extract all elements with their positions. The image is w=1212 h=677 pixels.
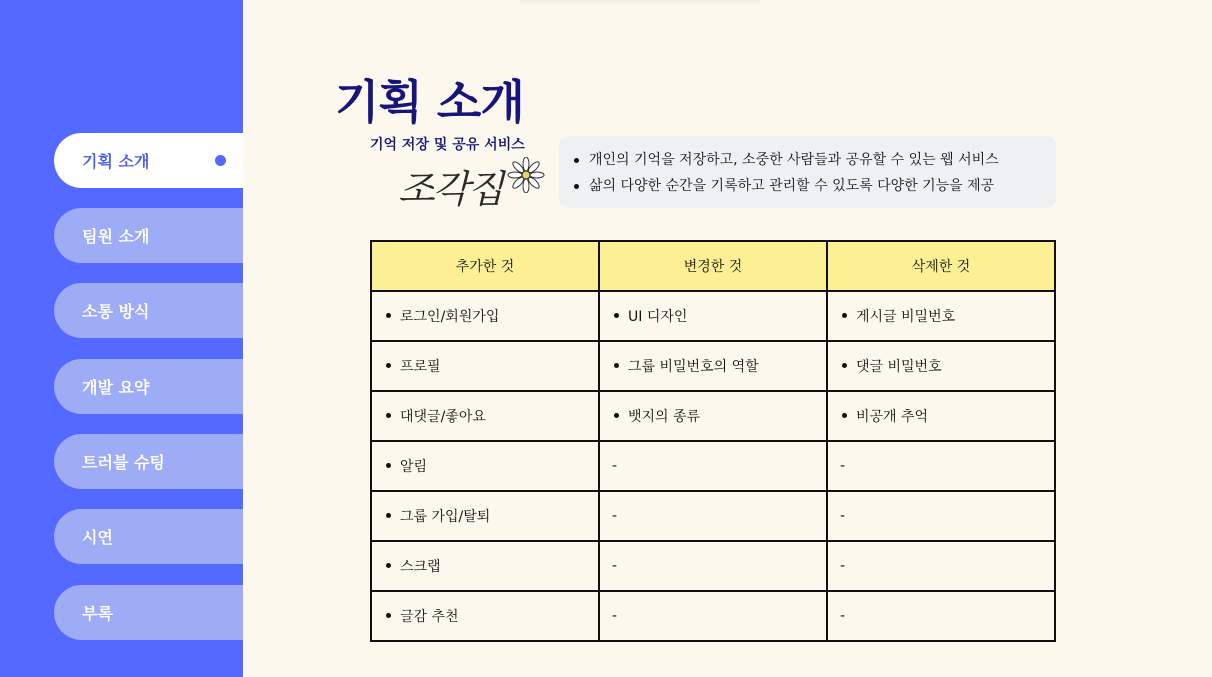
removed-cell bbox=[827, 391, 1055, 441]
changes-table bbox=[370, 240, 1056, 642]
added-item: 글감 추천 bbox=[384, 606, 459, 626]
changed-cell bbox=[599, 441, 827, 491]
service-description-box bbox=[559, 136, 1056, 208]
removed-cell bbox=[827, 491, 1055, 541]
active-indicator-dot bbox=[215, 155, 226, 166]
sidebar-item-label: 부록 bbox=[82, 604, 113, 623]
empty-marker: - bbox=[612, 608, 618, 624]
sidebar-item-communication[interactable] bbox=[54, 283, 243, 338]
removed-item: 게시글 비밀번호 bbox=[840, 306, 955, 326]
changed-cell bbox=[599, 291, 827, 341]
sidebar-item-appendix[interactable] bbox=[54, 585, 243, 640]
empty-marker: - bbox=[612, 458, 618, 474]
table-row bbox=[371, 541, 1055, 591]
changed-cell bbox=[599, 491, 827, 541]
added-cell bbox=[371, 491, 599, 541]
table-header-row bbox=[371, 241, 1055, 291]
table-row bbox=[371, 391, 1055, 441]
changed-cell bbox=[599, 541, 827, 591]
empty-marker: - bbox=[840, 458, 846, 474]
added-cell bbox=[371, 341, 599, 391]
added-cell bbox=[371, 591, 599, 641]
header-removed: 삭제한 것 bbox=[827, 241, 1055, 291]
added-item: 그룹 가입/탈퇴 bbox=[384, 506, 490, 526]
removed-cell bbox=[827, 341, 1055, 391]
table-row bbox=[371, 491, 1055, 541]
sidebar-item-label: 기획 소개 bbox=[82, 152, 150, 171]
description-bullet: 삶의 다양한 순간을 기록하고 관리할 수 있도록 다양한 기능을 제공 bbox=[573, 173, 1044, 199]
header-changed: 변경한 것 bbox=[599, 241, 827, 291]
sidebar-item-label: 개발 요약 bbox=[82, 378, 150, 397]
added-cell bbox=[371, 441, 599, 491]
sidebar bbox=[0, 0, 243, 677]
removed-item: 댓글 비밀번호 bbox=[840, 356, 942, 376]
table-row bbox=[371, 341, 1055, 391]
empty-marker: - bbox=[612, 558, 618, 574]
table-row bbox=[371, 591, 1055, 641]
added-item: 로그인/회원가입 bbox=[384, 306, 499, 326]
changed-item: 뱃지의 종류 bbox=[612, 406, 700, 426]
description-bullet: 개인의 기억을 저장하고, 소중한 사람들과 공유할 수 있는 웹 서비스 bbox=[573, 147, 1044, 173]
empty-marker: - bbox=[840, 608, 846, 624]
removed-cell bbox=[827, 441, 1055, 491]
sidebar-item-troubleshooting[interactable] bbox=[54, 434, 243, 489]
removed-cell bbox=[827, 541, 1055, 591]
removed-cell bbox=[827, 591, 1055, 641]
sidebar-item-label: 트러블 슈팅 bbox=[82, 453, 165, 472]
sidebar-item-label: 팀원 소개 bbox=[82, 227, 150, 246]
header-added: 추가한 것 bbox=[371, 241, 599, 291]
added-item: 프로필 bbox=[384, 356, 441, 376]
added-item: 스크랩 bbox=[384, 556, 441, 576]
page-title: 기획 소개 bbox=[335, 75, 524, 129]
sidebar-item-label: 시연 bbox=[82, 528, 113, 547]
removed-cell bbox=[827, 291, 1055, 341]
empty-marker: - bbox=[840, 508, 846, 524]
sidebar-item-demo[interactable] bbox=[54, 509, 243, 564]
added-item: 대댓글/좋아요 bbox=[384, 406, 486, 426]
added-cell bbox=[371, 291, 599, 341]
changed-cell bbox=[599, 341, 827, 391]
empty-marker: - bbox=[612, 508, 618, 524]
logo-wordmark: 조각집 bbox=[398, 167, 503, 211]
edelweiss-flower-icon bbox=[507, 157, 545, 193]
sidebar-item-label: 소통 방식 bbox=[82, 302, 150, 321]
changed-item: UI 디자인 bbox=[612, 306, 687, 326]
sidebar-item-dev-summary[interactable] bbox=[54, 359, 243, 414]
table-row bbox=[371, 291, 1055, 341]
added-cell bbox=[371, 391, 599, 441]
changed-cell bbox=[599, 391, 827, 441]
changed-item: 그룹 비밀번호의 역할 bbox=[612, 356, 759, 376]
added-cell bbox=[371, 541, 599, 591]
added-item: 알림 bbox=[384, 456, 427, 476]
removed-item: 비공개 추억 bbox=[840, 406, 928, 426]
top-edge-shadow bbox=[520, 0, 760, 5]
logo-subtitle: 기억 저장 및 공유 서비스 bbox=[370, 137, 525, 153]
sidebar-item-planning[interactable] bbox=[54, 133, 243, 188]
empty-marker: - bbox=[840, 558, 846, 574]
table-row bbox=[371, 441, 1055, 491]
sidebar-item-team[interactable] bbox=[54, 208, 243, 263]
changed-cell bbox=[599, 591, 827, 641]
